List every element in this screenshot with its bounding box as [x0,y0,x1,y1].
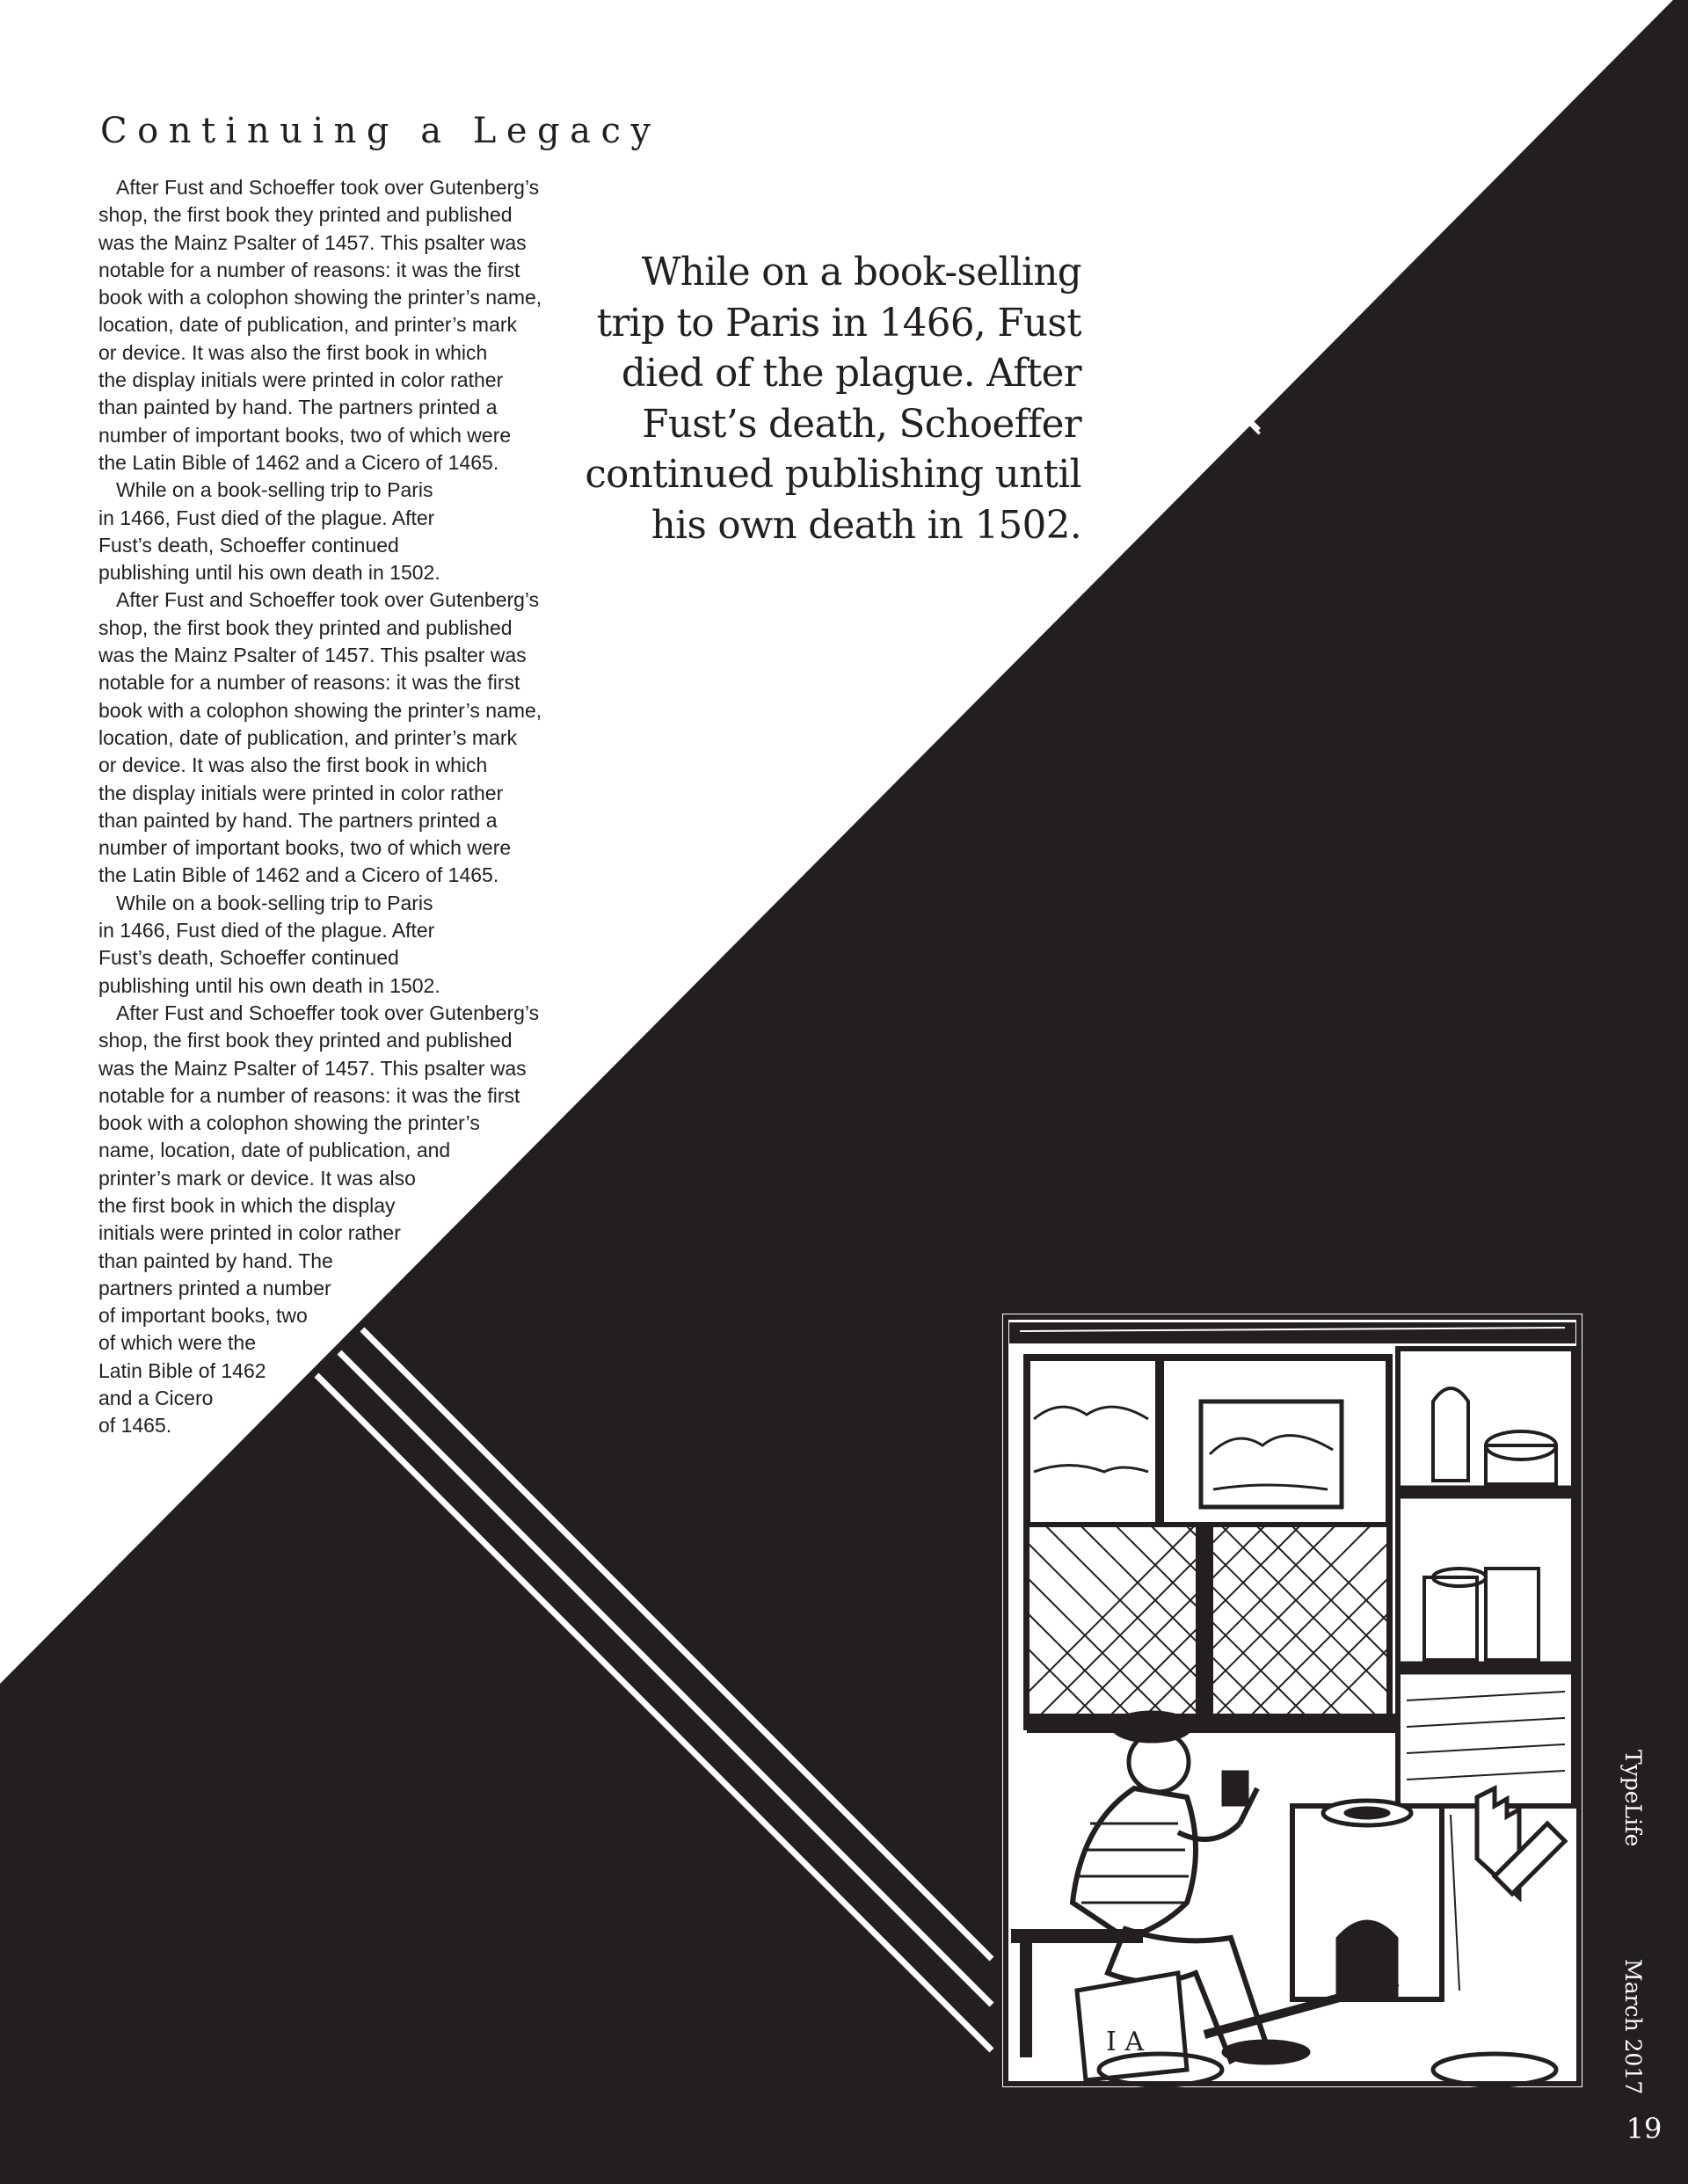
woodcut-illustration [1002,1314,1582,2087]
magazine-name: TypeLife [1620,1750,1646,1847]
page-number: 19 [1626,2112,1663,2145]
body-text-line: Fust’s death, Schoeffer continued [98,533,399,557]
body-text-line: After Fust and Schoeffer took over Gutenberg’s [116,588,540,612]
issue-date: March 2017 [1620,1959,1646,2095]
pull-quote-line: trip to Paris in 1466, Fust [596,301,1081,346]
pull-quote-line: Fust’s death, Schoeffer [642,402,1081,447]
body-text-line: After Fust and Schoeffer took over Gutenberg’s [116,1001,540,1024]
body-text-line: shop, the first book they printed and published [98,203,513,227]
body-text-line: While on a book-selling trip to Paris [116,478,433,502]
body-text-line: of 1465. [98,1414,172,1438]
body-text-line: was the Mainz Psalter of 1457. This psalter was [98,1056,527,1080]
body-text-line: and a Cicero [98,1387,214,1410]
body-text-line: partners printed a number [98,1276,331,1299]
body-text-line: in 1466, Fust died of the plague. After [98,919,435,943]
body-text-line: notable for a number of reasons: it was the first [98,258,520,281]
ceiling-beam [1009,1322,1575,1343]
body-text-line: in 1466, Fust died of the plague. After [98,506,435,529]
body-text-line: was the Mainz Psalter of 1457. This psalter was [98,644,527,667]
body-text-line: After Fust and Schoeffer took over Gutenberg’s [116,176,540,199]
body-text-line: publishing until his own death in 1502. [98,561,440,585]
body-text-line: Fust’s death, Schoeffer continued [98,946,399,970]
body-text-line: of important books, two [98,1304,308,1328]
body-text-line: of which were the [98,1331,256,1355]
body-text-line: the display initials were printed in color rather [98,368,504,392]
body-text-line: location, date of publication, and printer’s mark [98,725,518,749]
running-footer [1616,1750,1651,2172]
stove-block [1292,1801,1459,1999]
article-body [98,174,591,1440]
body-text-line: than painted by hand. The partners printed a [98,808,498,832]
body-text-line: notable for a number of reasons: it was the first [98,1083,520,1107]
body-text-line: the Latin Bible of 1462 and a Cicero of 1465. [98,450,499,474]
body-text-line: than painted by hand. The [98,1249,333,1272]
body-text-line: book with a colophon showing the printer’s name, [98,286,542,309]
body-text-line: initials were printed in color rather [98,1221,401,1245]
article-heading: Continuing a Legacy [100,111,661,151]
body-text-line: book with a colophon showing the printer’s [98,1111,480,1135]
body-text-line: number of important books, two of which were [98,423,512,447]
body-text-line: was the Mainz Psalter of 1457. This psalter was [98,230,527,254]
monogram-text: I A [1106,2027,1145,2057]
body-text-line: location, date of publication, and printer’s mark [98,313,518,337]
pull-quote [545,248,1081,552]
body-text-line: shop, the first book they printed and published [98,1029,513,1052]
body-text-line: book with a colophon showing the printer’s name, [98,698,542,722]
paper-sheet-monogram [1077,1973,1187,2080]
lattice-window [1027,1525,1396,1733]
body-text-line: the display initials were printed in color rather [98,781,504,804]
body-text-line: Latin Bible of 1462 [98,1358,266,1382]
body-text-line: publishing until his own death in 1502. [98,973,440,997]
pull-quote-line: continued publishing until [585,453,1081,498]
body-text-line: name, location, date of publication, and [98,1139,451,1162]
body-text-line: notable for a number of reasons: it was the first [98,671,520,695]
body-text-line: While on a book-selling trip to Paris [116,891,433,914]
body-text-line: number of important books, two of which were [98,836,512,860]
body-text-line: the first book in which the display [98,1193,396,1217]
body-text-line: or device. It was also the first book in which [98,340,488,364]
body-text-line: than painted by hand. The partners printed a [98,396,498,419]
body-text-line: or device. It was also the first book in which [98,753,488,777]
body-text-line: shop, the first book they printed and published [98,615,513,639]
body-text-line: printer’s mark or device. It was also [98,1166,416,1190]
pull-quote-line: his own death in 1502. [651,503,1081,548]
body-text-line: the Latin Bible of 1462 and a Cicero of 1465. [98,863,499,887]
pull-quote-line: While on a book-selling [641,251,1081,295]
pull-quote-line: died of the plague. After [621,352,1081,397]
